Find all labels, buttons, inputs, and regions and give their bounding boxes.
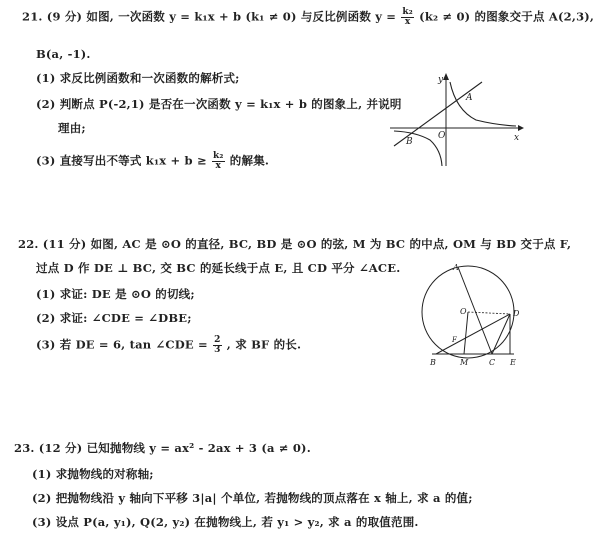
point-a-label: A (466, 93, 473, 103)
y-axis-label: y (438, 75, 444, 85)
y-axis-arrow-icon (443, 73, 449, 80)
q22-heading: 22. (11 分) 如图, AC 是 ⊙O 的直径, BC, BD 是 ⊙O 的弦, M 为 BC 的中点, OM 与 BD 交于点 F, (18, 237, 572, 251)
q22-part1: (1) 求证: DE 是 ⊙O 的切线; (36, 287, 195, 301)
q21-part2-cont: 理由; (58, 121, 86, 135)
label-f: F (452, 336, 457, 344)
q22-figure (422, 262, 532, 372)
label-b: B (430, 358, 436, 367)
q21-part3-a: (3) 直接写出不等式 k₁x + b ≥ (36, 153, 207, 168)
q21-part1: (1) 求反比例函数和一次函数的解析式; (36, 71, 240, 85)
q21-part3-b: 的解集. (229, 153, 270, 168)
chord-cd (492, 314, 510, 354)
label-o: O (460, 307, 467, 316)
q21-point-b: B(a, -1). (36, 47, 91, 61)
chord-bd (436, 314, 510, 354)
q23-part2: (2) 把抛物线沿 y 轴向下平移 3|a| 个单位, 若抛物线的顶点落在 x 轴上, 求 a 的值; (32, 491, 473, 505)
label-m: M (460, 358, 469, 367)
q23-part3: (3) 设点 P(a, y₁), Q(2, y₂) 在抛物线上, 若 y₁ > y₂, 求 a 的取值范围. (32, 515, 419, 529)
q22-part3 (36, 336, 301, 355)
q21-heading-fraction (401, 8, 414, 27)
q23-part1: (1) 求抛物线的对称轴; (32, 467, 154, 481)
x-axis-label: x (514, 133, 520, 143)
label-a: A (453, 263, 459, 272)
x-axis-arrow-icon (518, 125, 524, 131)
q21-heading-part2: (k₂ ≠ 0) 的图象交于点 A(2,3), (419, 9, 594, 24)
label-d: D (513, 309, 520, 318)
fraction-denominator: x (404, 17, 411, 27)
q23-heading: 23. (12 分) 已知抛物线 y = ax² - 2ax + 3 (a ≠ 0). (14, 441, 311, 455)
q21-part2: (2) 判断点 P(-2,1) 是否在一次函数 y = k₁x + b 的图象上, 并说明 (36, 97, 402, 111)
label-c: C (489, 358, 496, 367)
q22-part3-a: (3) 若 DE = 6, tan ∠CDE = (36, 337, 208, 352)
hyperbola-branch-1 (450, 82, 516, 126)
q22-part3-fraction (213, 336, 221, 355)
hyperbola-branch-2 (394, 131, 442, 166)
q21-heading (22, 8, 594, 27)
line-om (464, 312, 468, 354)
label-e: E (510, 358, 516, 367)
q21-part3-fraction (212, 152, 225, 171)
fraction-denominator: 3 (214, 345, 221, 355)
fraction-numerator: 2 (214, 335, 221, 345)
q21-part3 (36, 152, 269, 171)
point-b-label: B (406, 137, 413, 147)
fraction-numerator: k₂ (213, 151, 224, 161)
origin-label: O (438, 131, 446, 141)
q22-part2: (2) 求证: ∠CDE = ∠DBE; (36, 311, 192, 325)
q22-line2: 过点 D 作 DE ⊥ BC, 交 BC 的延长线于点 E, 且 CD 平分 ∠ACE. (36, 261, 401, 275)
q21-heading-part1: 21. (9 分) 如图, 一次函数 y = k₁x + b (k₁ ≠ 0) 与反比例函数 y = (22, 9, 397, 24)
q22-part3-b: , 求 BF 的长. (226, 337, 302, 352)
q21-figure (386, 70, 526, 170)
line-od (468, 312, 510, 314)
fraction-numerator: k₂ (402, 7, 413, 17)
fraction-denominator: x (215, 161, 222, 171)
